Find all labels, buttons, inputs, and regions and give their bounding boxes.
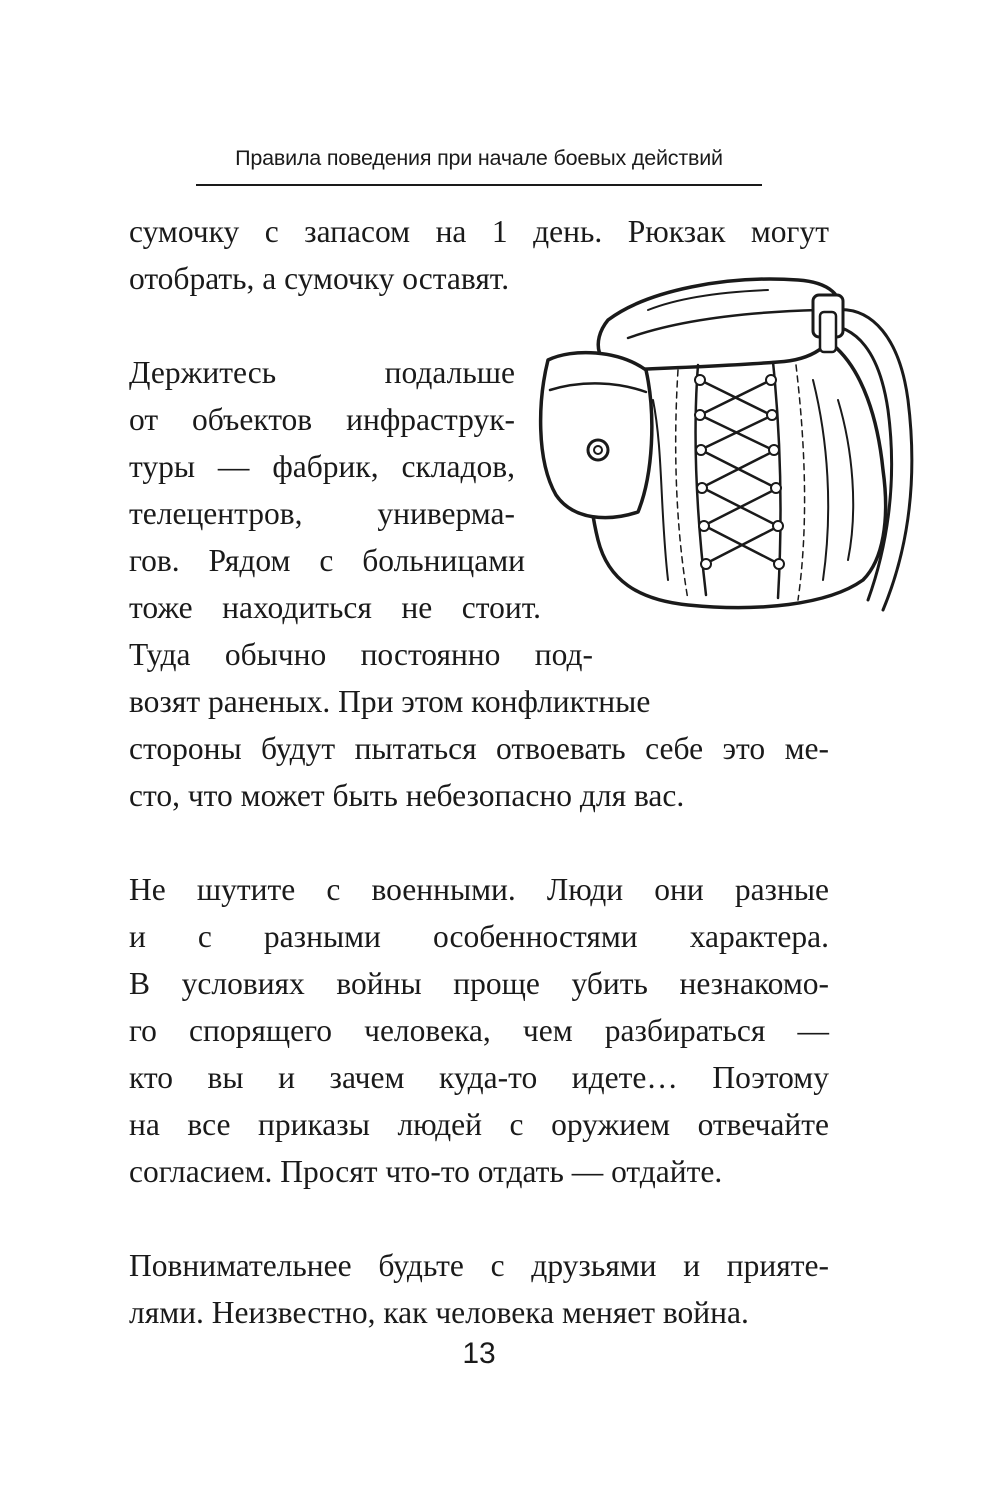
text-line: сто, что может быть небезопасно для вас. [129,778,685,813]
running-head: Правила поведения при начале боевых действий [235,146,723,170]
text-line: В условиях войны проще убить незнакомо- [129,966,829,1001]
text-line: Повнимательнее будьте с друзьями и прияте- [129,1248,829,1283]
text-line: и с разными особенностями характера. [129,919,829,954]
paragraph [129,1242,829,1336]
text-line: кто вы и зачем куда-то идете… Поэтому [129,1060,829,1095]
text-line: на все приказы людей с оружием отвечайте [129,1107,829,1142]
text-line: от объектов инфраструк- [129,402,515,437]
text-line: Не шутите с военными. Люди они разные [129,872,829,907]
text-line: гов. Рядом с больницами [129,543,525,578]
text-line: сумочку с запасом на 1 день. Рюкзак могут [129,214,829,249]
text-line: тоже находиться не стоит. [129,590,541,625]
page-body [129,208,829,1336]
paragraph [129,208,829,302]
text-line: лями. Неизвестно, как человека меняет война. [129,1295,749,1330]
page-number: 13 [462,1337,496,1370]
text-line: телецентров, универма- [129,496,515,531]
text-line: Туда обычно постоянно под- [129,637,593,672]
paragraph [129,866,829,1195]
running-head-rule [196,184,762,186]
text-line: согласием. Просят что-то отдать — отдайте. [129,1154,723,1189]
text-line: туры — фабрик, складов, [129,449,515,484]
text-line: отобрать, а сумочку оставят. [129,261,510,296]
paragraph-gap [129,819,829,866]
text-line: го спорящего человека, чем разбираться — [129,1013,829,1048]
paragraph-gap [129,1195,829,1242]
paragraph [129,349,829,819]
paragraph-gap [129,302,829,349]
text-line: стороны будут пытаться отвоевать себе это ме- [129,731,829,766]
text-line: Держитесь подальше [129,355,515,390]
text-line: возят раненых. При этом конфликтные [129,684,651,719]
